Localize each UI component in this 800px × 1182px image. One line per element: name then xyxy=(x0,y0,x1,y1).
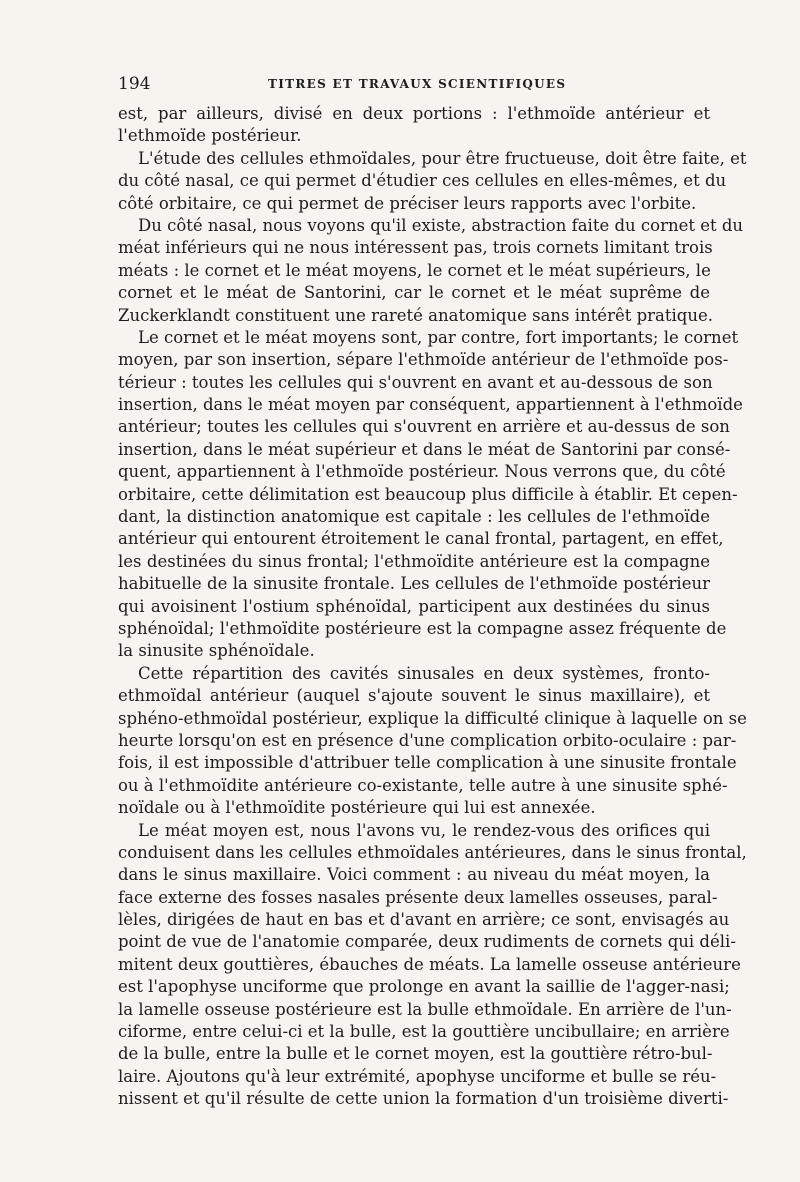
text-line: Cette répartition des cavités sinusales en deux systèmes, fronto- xyxy=(138,663,710,683)
text-line: moyen, par son insertion, sépare l'ethmoïde antérieur de l'ethmoïde pos- xyxy=(118,350,729,370)
text-line: quent, appartiennent à l'ethmoïde postérieur. Nous verrons que, du côté xyxy=(118,462,726,482)
text-line: face externe des fosses nasales présente deux lamelles osseuses, paral- xyxy=(118,887,718,907)
text-line: la lamelle osseuse postérieure est la bulle ethmoïdale. En arrière de l'un- xyxy=(118,999,732,1019)
text-line: côté orbitaire, ce qui permet de préciser leurs rapports avec l'orbite. xyxy=(118,193,697,213)
text-line: heurte lorsqu'on est en présence d'une complication orbito-oculaire : par- xyxy=(118,730,737,750)
text-line: Zuckerklandt constituent une rareté anatomique sans intérêt pratique. xyxy=(118,305,713,325)
text-line: conduisent dans les cellules ethmoïdales antérieures, dans le sinus frontal, xyxy=(118,842,747,862)
text-line: sphéno-ethmoïdal postérieur, explique la difficulté clinique à laquelle on se xyxy=(118,708,747,728)
text-line: dant, la distinction anatomique est capitale : les cellules de l'ethmoïde xyxy=(118,507,710,527)
text-line: méat inférieurs qui ne nous intéressent pas, trois cornets limitant trois xyxy=(118,238,713,258)
text-line: ciforme, entre celui-ci et la bulle, est la gouttière uncibullaire; en arrière xyxy=(118,1022,730,1042)
running-title: TITRES ET TRAVAUX SCIENTIFIQUES xyxy=(268,77,567,91)
text-line: orbitaire, cette délimitation est beaucoup plus difficile à établir. Et cepen- xyxy=(118,484,738,504)
text-line: laire. Ajoutons qu'à leur extrémité, apophyse unciforme et bulle se réu- xyxy=(118,1066,717,1086)
text-line: cornet et le méat de Santorini, car le cornet et le méat suprême de xyxy=(118,283,710,303)
text-line: dans le sinus maxillaire. Voici comment : au niveau du méat moyen, la xyxy=(118,865,710,885)
text-line: du côté nasal, ce qui permet d'étudier ces cellules en elles-mêmes, et du xyxy=(118,171,727,191)
page-number: 194 xyxy=(118,74,151,94)
text-line: lèles, dirigées de haut en bas et d'avant en arrière; ce sont, envisagés au xyxy=(118,910,730,930)
text-line: térieur : toutes les cellules qui s'ouvrent en avant et au-dessous de son xyxy=(118,372,713,392)
paragraph xyxy=(118,327,743,663)
paragraph xyxy=(118,663,747,820)
text-line: Du côté nasal, nous voyons qu'il existe, abstraction faite du cornet et du xyxy=(138,215,744,235)
text-line: Le méat moyen est, nous l'avons vu, le rendez-vous des orifices qui xyxy=(138,820,710,840)
paragraph xyxy=(118,148,747,215)
text-line: ethmoïdal antérieur (auquel s'ajoute souvent le sinus maxillaire), et xyxy=(118,686,710,706)
text-line: ou à l'ethmoïdite antérieure co-existante, telle autre à une sinusite sphé- xyxy=(118,775,728,795)
text-line: antérieur; toutes les cellules qui s'ouvrent en arrière et au-dessus de son xyxy=(118,417,730,437)
text-line: de la bulle, entre la bulle et le cornet moyen, est la gouttière rétro-bul- xyxy=(118,1044,713,1064)
body-text xyxy=(118,103,747,1111)
paragraph xyxy=(118,103,710,148)
paragraph xyxy=(118,215,744,327)
text-line: antérieur qui entourent étroitement le canal frontal, partagent, en effet, xyxy=(118,529,724,549)
text-line: la sinusite sphénoïdale. xyxy=(118,641,315,661)
paragraph xyxy=(118,820,747,1111)
text-line: les destinées du sinus frontal; l'ethmoïdite antérieure est la compagne xyxy=(118,551,710,571)
text-line: qui avoisinent l'ostium sphénoïdal, participent aux destinées du sinus xyxy=(118,596,710,616)
text-line: est, par ailleurs, divisé en deux portions : l'ethmoïde antérieur et xyxy=(118,104,710,123)
text-line: noïdale ou à l'ethmoïdite postérieure qui lui est annexée. xyxy=(118,798,596,818)
text-line: sphénoïdal; l'ethmoïdite postérieure est la compagne assez fréquente de xyxy=(118,618,727,638)
text-line: fois, il est impossible d'attribuer telle complication à une sinusite frontale xyxy=(118,753,737,773)
text-line: est l'apophyse unciforme que prolonge en avant la saillie de l'agger-nasi; xyxy=(118,977,730,997)
text-line: méats : le cornet et le méat moyens, le cornet et le méat supérieurs, le xyxy=(118,260,711,280)
text-line: insertion, dans le méat supérieur et dans le méat de Santorini par consé- xyxy=(118,439,731,459)
text-line: Le cornet et le méat moyens sont, par contre, fort importants; le cornet xyxy=(138,327,739,347)
text-line: l'ethmoïde postérieur. xyxy=(118,126,302,146)
text-line: nissent et qu'il résulte de cette union la formation d'un troisième diverti- xyxy=(118,1089,729,1109)
text-line: habituelle de la sinusite frontale. Les cellules de l'ethmoïde postérieur xyxy=(118,574,710,594)
text-line: L'étude des cellules ethmoïdales, pour être fructueuse, doit être faite, et xyxy=(138,148,747,168)
text-line: point de vue de l'anatomie comparée, deux rudiments de cornets qui déli- xyxy=(118,932,736,952)
text-line: insertion, dans le méat moyen par conséquent, appartiennent à l'ethmoïde xyxy=(118,395,743,415)
page-header xyxy=(118,74,710,98)
text-line: mitent deux gouttières, ébauches de méats. La lamelle osseuse antérieure xyxy=(118,954,741,974)
